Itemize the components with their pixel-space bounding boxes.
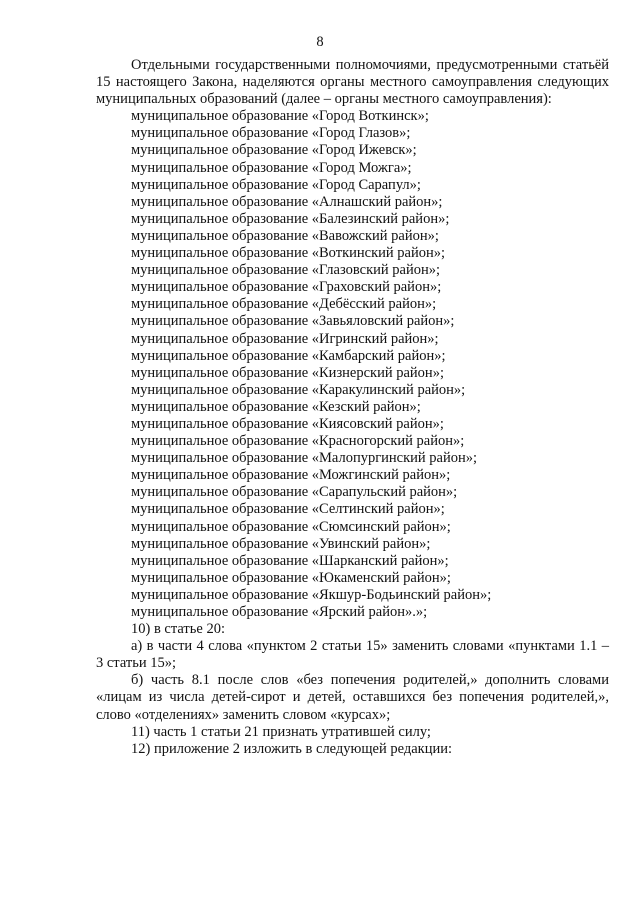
list-item: муниципальное образование «Сарапульский район»; (131, 484, 458, 501)
list-item: муниципальное образование «Вавожский район»; (131, 227, 439, 244)
intro-paragraph: Отдельными государственными полномочиями, предусмотренными статьёй 15 настоящего Закона, наделяются органы местного самоуправления следующих муниципальных образований (далее – органы местного самоуправления): (96, 57, 609, 108)
list-item: муниципальное образование «Город Глазов»; (131, 125, 411, 142)
list-item: муниципальное образование «Дебёсский район»; (131, 296, 437, 313)
list-item: муниципальное образование «Увинский район»; (131, 535, 431, 552)
page-number: 8 (316, 34, 324, 50)
list-item: муниципальное образование «Игринский район»; (131, 330, 439, 347)
list-item: муниципальное образование «Глазовский район»; (131, 262, 440, 279)
municipality-list (96, 108, 609, 621)
list-item: муниципальное образование «Кизнерский район»; (131, 364, 444, 381)
list-item: муниципальное образование «Граховский район»; (131, 279, 442, 296)
amendments (96, 621, 609, 758)
list-item: муниципальное образование «Можгинский район»; (131, 467, 451, 484)
list-item: муниципальное образование «Кезский район»; (131, 398, 421, 415)
list-item: муниципальное образование «Ярский район».»; (131, 604, 428, 620)
list-item: муниципальное образование «Город Можга»; (131, 159, 412, 176)
list-item: муниципальное образование «Город Ижевск»; (131, 142, 417, 159)
list-item: муниципальное образование «Шарканский район»; (131, 552, 449, 569)
list-item: муниципальное образование «Юкаменский район»; (131, 569, 451, 586)
amendment-item: 10) в статье 20: (131, 621, 225, 638)
list-item: муниципальное образование «Киясовский район»; (131, 415, 444, 432)
list-item: муниципальное образование «Алнашский район»; (131, 193, 443, 210)
list-item: муниципальное образование «Селтинский район»; (131, 501, 445, 518)
list-item: муниципальное образование «Воткинский район»; (131, 245, 446, 262)
list-item: муниципальное образование «Город Воткинск»; (131, 108, 429, 125)
list-item: муниципальное образование «Сюмсинский район»; (131, 518, 451, 535)
amendment-item: 12) приложение 2 изложить в следующей редакции: (131, 740, 453, 757)
list-item: муниципальное образование «Малопургинский район»; (131, 450, 478, 467)
amendment-item: а) в части 4 слова «пунктом 2 статьи 15» заменить словами «пунктами 1.1 – 3 статьи 15»; (96, 638, 609, 672)
list-item: муниципальное образование «Якшур-Бодьинский район»; (131, 586, 492, 603)
list-item: муниципальное образование «Красногорский район»; (131, 433, 465, 450)
amendment-item: 11) часть 1 статьи 21 признать утратившей силу; (131, 723, 431, 740)
list-item: муниципальное образование «Балезинский район»; (131, 210, 450, 227)
document-body (96, 57, 609, 758)
list-item: муниципальное образование «Каракулинский район»; (131, 381, 466, 398)
list-item: муниципальное образование «Камбарский район»; (131, 347, 446, 364)
amendment-item: б) часть 8.1 после слов «без попечения родителей,» дополнить словами «лицам из числа детей-сирот и детей, оставшихся без попечения родителей,», слово «отделениях» заменить словом «курсах»; (96, 672, 609, 723)
list-item: муниципальное образование «Завьяловский район»; (131, 313, 455, 330)
list-item: муниципальное образование «Город Сарапул»; (131, 176, 421, 193)
